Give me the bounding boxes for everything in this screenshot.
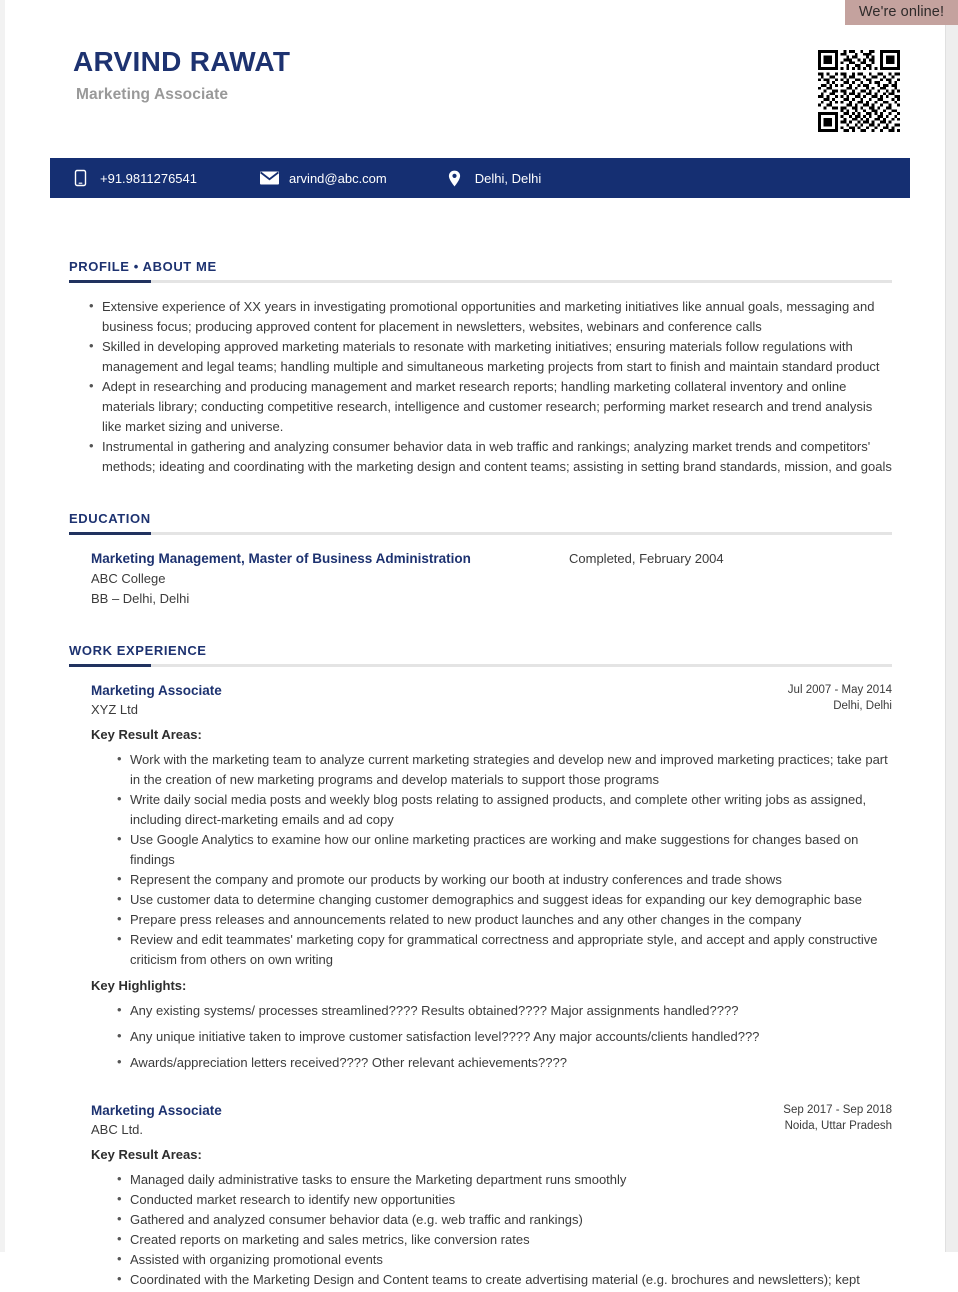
contact-location-text: Delhi, Delhi: [474, 170, 542, 186]
resume-body: [5, 215, 946, 1292]
envelope-icon: [259, 171, 279, 185]
work-entry: [69, 681, 892, 1073]
contact-email-text: arvind@abc.com: [289, 170, 387, 186]
candidate-name: ARVIND RAWAT: [73, 46, 291, 77]
education-location: BB – Delhi, Delhi: [91, 591, 190, 606]
list-item: • Coordinated with the Marketing Design and Content teams to create advertising material (e.g. brochures and newsletters); kept: [117, 1270, 892, 1290]
spacer: [69, 1079, 892, 1101]
job-title: Marketing Associate: [91, 683, 222, 698]
education-status: Completed, February 2004: [569, 551, 724, 566]
job-company: XYZ Ltd: [91, 702, 138, 717]
section-profile: [5, 259, 946, 477]
list-item: • Any existing systems/ processes streamlined???? Results obtained???? Major assignments handled????: [117, 1001, 892, 1021]
list-item: • Instrumental in gathering and analyzing consumer behavior data in web traffic and rankings; analyzing market trends and competitors' methods; ideating and coordinating with the marketing design and content teams; assisting in setting brand standards, mission, and goals: [89, 437, 892, 477]
job-dates: Jul 2007 - May 2014: [787, 684, 892, 696]
contact-bar: [50, 158, 910, 198]
section-rule: [69, 280, 892, 283]
list-item: • Work with the marketing team to analyze current marketing strategies and develop new and improved marketing practices; take part in the creation of new marketing programs and develop materials to support those programs: [117, 750, 892, 790]
kra-label: Key Result Areas:: [91, 727, 202, 742]
list-item: • Assisted with organizing promotional events: [117, 1250, 892, 1270]
qr-code-icon: [818, 50, 900, 132]
job-meta: [788, 682, 892, 714]
education-entry: [69, 549, 892, 609]
contact-email[interactable]: [259, 171, 387, 186]
list-item: • Use Google Analytics to examine how our online marketing practices are working and make suggestions for changes based on findings: [117, 830, 892, 870]
candidate-role: Marketing Associate: [76, 86, 229, 103]
job-location: Noida, Uttar Pradesh: [784, 1120, 892, 1132]
contact-phone[interactable]: [70, 170, 197, 186]
work-entry-header: [91, 681, 892, 719]
list-item: • Write daily social media posts and weekly blog posts relating to assigned products, and complete other writing jobs as assigned, including direct-marketing emails and ad copy: [117, 790, 892, 830]
kra-list: [91, 1170, 892, 1290]
job-dates: Sep 2017 - Sep 2018: [783, 1104, 892, 1116]
contact-location[interactable]: [445, 170, 541, 187]
section-heading-education: EDUCATION: [69, 511, 151, 526]
work-entry: [69, 1101, 892, 1290]
phone-icon: [70, 170, 90, 186]
section-heading-profile: PROFILE • ABOUT ME: [69, 259, 217, 274]
section-education: [5, 511, 946, 609]
highlights-list: [91, 1001, 892, 1073]
section-rule: [69, 664, 892, 667]
location-pin-icon: [445, 170, 465, 187]
highlights-label: Key Highlights:: [91, 978, 187, 993]
highlights-block: [91, 1001, 892, 1073]
contact-phone-text: +91.9811276541: [100, 170, 197, 186]
list-item: • Conducted market research to identify new opportunities: [117, 1190, 892, 1210]
list-item: • Awards/appreciation letters received???? Other relevant achievements????: [117, 1053, 892, 1073]
list-item: • Gathered and analyzed consumer behavior data (e.g. web traffic and rankings): [117, 1210, 892, 1230]
resume-header: [5, 0, 946, 104]
page-scroll-strip[interactable]: [945, 0, 958, 1252]
kra-list: [91, 750, 892, 970]
section-heading-work: WORK EXPERIENCE: [69, 643, 207, 658]
list-item: • Review and edit teammates' marketing copy for grammatical correctness and appropriate style, and accept and apply constructive criticism from others on own writing: [117, 930, 892, 970]
education-institute: ABC College: [91, 571, 166, 586]
job-location: Delhi, Delhi: [833, 700, 892, 712]
list-item: • Any unique initiative taken to improve customer satisfaction level???? Any major accounts/clients handled???: [117, 1027, 892, 1047]
list-item: • Adept in researching and producing management and market research reports; handling marketing collateral inventory and online materials library; conducting competitive research, intelligence and customer research; performing market research and trend analysis like market sizing and universe.: [89, 377, 892, 437]
list-item: • Prepare press releases and announcements related to new product launches and any other changes in the company: [117, 910, 892, 930]
list-item: • Use customer data to determine changing customer demographics and suggest ideas for expanding our key demographic base: [117, 890, 892, 910]
kra-label: Key Result Areas:: [91, 1147, 202, 1162]
chat-online-badge[interactable]: We're online!: [845, 0, 958, 25]
section-work-experience: [5, 643, 946, 1290]
list-item: • Created reports on marketing and sales metrics, like conversion rates: [117, 1230, 892, 1250]
list-item: • Represent the company and promote our products by working our booth at industry conferences and trade shows: [117, 870, 892, 890]
job-company: ABC Ltd.: [91, 1122, 144, 1137]
list-item: • Skilled in developing approved marketing materials to resonate with marketing initiatives; ensuring materials follow regulations with management and legal teams; handling multiple and simultaneous marketing projects from start to finish and maintain standard product: [89, 337, 892, 377]
work-entry-header: [91, 1101, 892, 1139]
list-item: • Extensive experience of XX years in investigating promotional opportunities and marketing initiatives like annual goals, messaging and business focus; producing approved content for placement in newsletters, websites, webinars and conference calls: [89, 297, 892, 337]
profile-bullet-list: [69, 297, 892, 477]
education-degree: Marketing Management, Master of Business Administration: [91, 551, 471, 566]
section-rule: [69, 532, 892, 535]
list-item: • Managed daily administrative tasks to ensure the Marketing department runs smoothly: [117, 1170, 892, 1190]
job-title: Marketing Associate: [91, 1103, 222, 1118]
resume-sheet: [5, 0, 946, 1287]
job-meta: [783, 1102, 892, 1134]
